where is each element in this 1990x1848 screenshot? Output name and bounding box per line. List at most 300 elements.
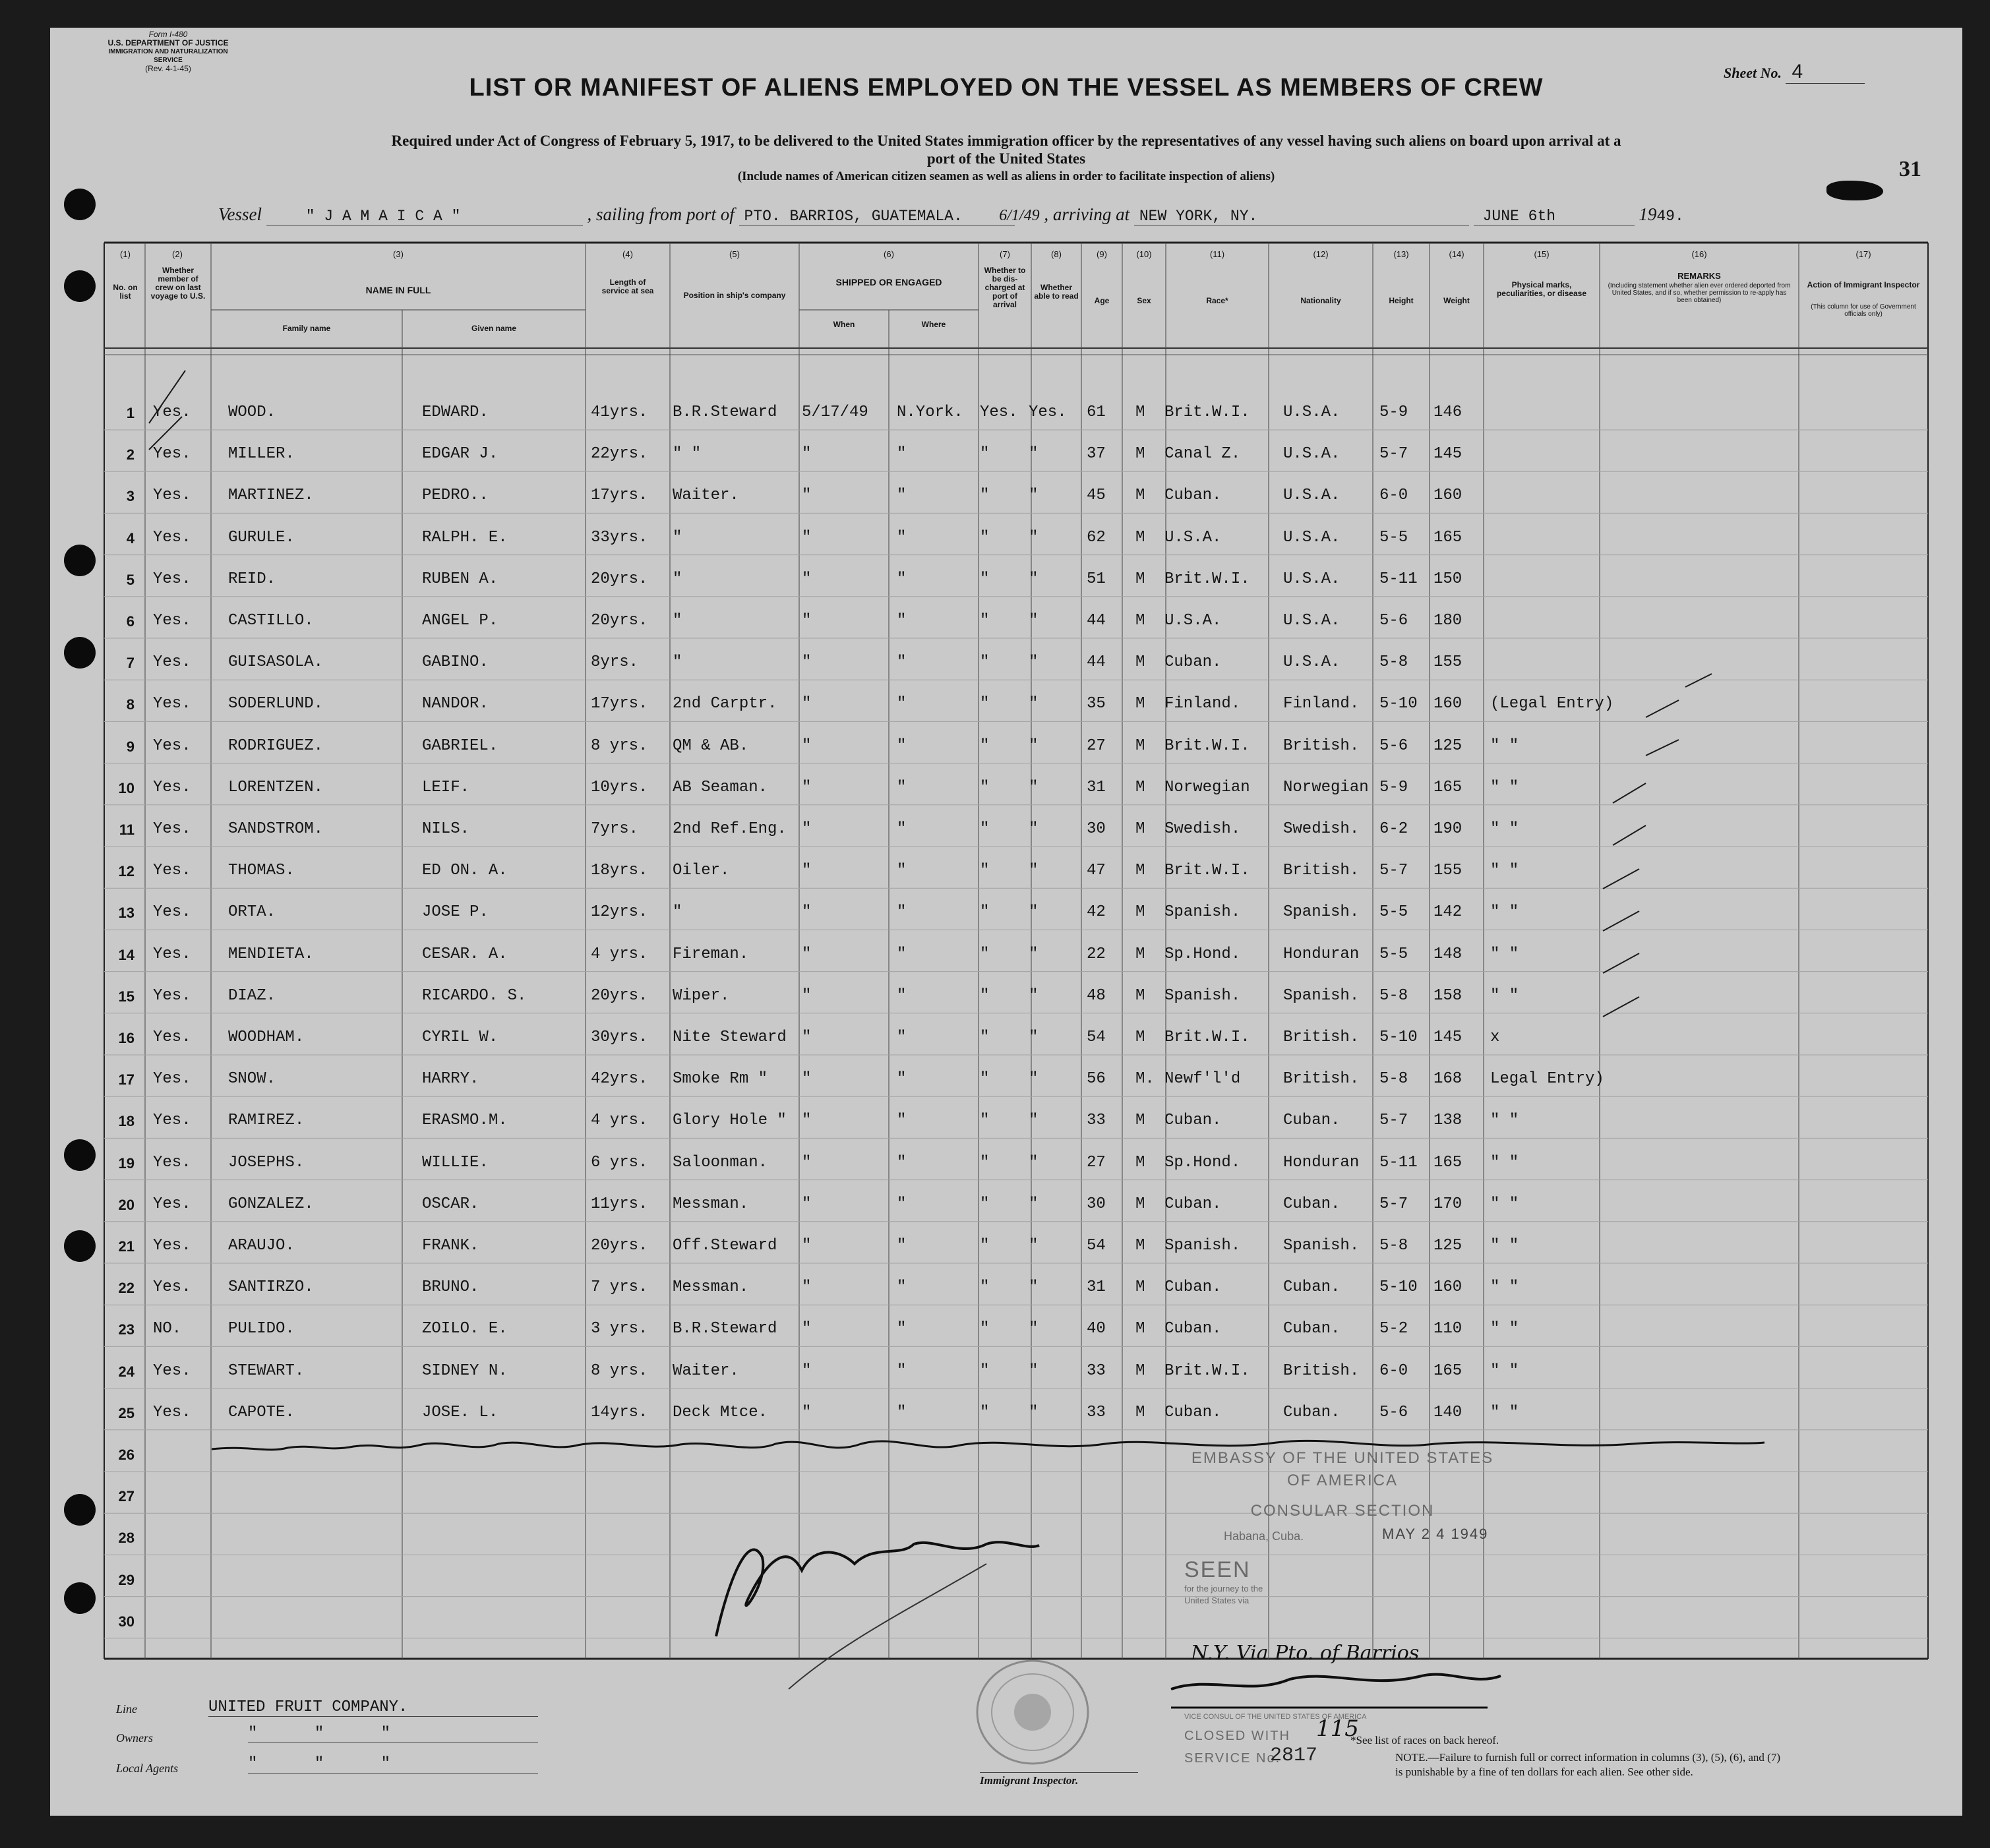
cell-prev: Yes. — [153, 1403, 191, 1421]
cell-family: DIAZ. — [228, 986, 276, 1005]
cell-position: " " — [673, 445, 702, 463]
agents-value: " " " — [248, 1755, 538, 1773]
cell-sex: M — [1135, 778, 1145, 796]
cell-where: " — [897, 1153, 907, 1172]
cell-age: 33 — [1087, 1403, 1106, 1421]
cell-when: " — [802, 1070, 812, 1088]
cell-given: RICARDO. S. — [422, 986, 527, 1005]
cell-age: 31 — [1087, 1278, 1106, 1297]
stamp-closed-with-label: CLOSED WITH — [1184, 1729, 1290, 1743]
cell-weight: 146 — [1433, 403, 1462, 421]
cell-weight: 110 — [1433, 1320, 1462, 1338]
cell-family: PULIDO. — [228, 1320, 295, 1338]
col11-num: (11) — [1209, 249, 1225, 259]
page-title: LIST OR MANIFEST OF ALIENS EMPLOYED ON THE VESSEL AS MEMBERS OF CREW — [469, 74, 1544, 102]
cell-prev: Yes. — [153, 653, 191, 672]
cell-given: JOSE. L. — [422, 1403, 498, 1421]
cell-marks: (Legal Entry) — [1490, 695, 1614, 713]
line-value: UNITED FRUIT COMPANY. — [208, 1698, 538, 1717]
cell-read: " — [1029, 1070, 1039, 1088]
cell-weight: 170 — [1433, 1195, 1462, 1213]
col9-num: (9) — [1097, 249, 1107, 259]
cell-read: " — [1029, 695, 1039, 713]
cell-height: 5-9 — [1379, 778, 1408, 796]
cell-disch: " — [980, 1278, 990, 1297]
cell-sex: M — [1135, 945, 1145, 963]
cell-where: " — [897, 1320, 907, 1338]
cell-where: " — [897, 445, 907, 463]
cell-position: Waiter. — [673, 1361, 739, 1380]
vessel-name: " J A M A I C A " — [266, 208, 583, 225]
cell-age: 44 — [1087, 612, 1106, 630]
empty-row-number: 27 — [118, 1488, 135, 1505]
cell-race: Swedish. — [1164, 820, 1241, 838]
cell-disch: " — [980, 1237, 990, 1255]
cell-read: " — [1029, 778, 1039, 796]
cell-sex: M — [1135, 1237, 1145, 1255]
requirement-line-2: port of the United States — [926, 150, 1086, 167]
cell-family: SODERLUND. — [228, 695, 324, 713]
cell-position: Off.Steward — [673, 1237, 777, 1255]
cell-prev: Yes. — [153, 986, 191, 1005]
cell-when: " — [802, 1278, 812, 1297]
cell-no: 10 — [118, 779, 135, 796]
cell-weight: 145 — [1433, 445, 1462, 463]
cell-age: 47 — [1087, 862, 1106, 880]
cell-race: Spanish. — [1164, 1237, 1241, 1255]
cell-race: U.S.A. — [1164, 528, 1222, 547]
cell-when: " — [802, 1237, 812, 1255]
cell-prev: Yes. — [153, 736, 191, 755]
cell-nat: Honduran — [1283, 1153, 1360, 1172]
cell-length: 33yrs. — [591, 528, 648, 547]
cell-given: RALPH. E. — [422, 528, 508, 547]
cell-nat: British. — [1283, 1028, 1360, 1046]
cell-age: 22 — [1087, 945, 1106, 963]
cell-position: " — [673, 528, 682, 547]
cell-family: GONZALEZ. — [228, 1195, 314, 1213]
col5-num: (5) — [729, 249, 740, 259]
immigrant-inspector-caption: Immigrant Inspector. — [980, 1772, 1138, 1787]
cell-prev: Yes. — [153, 487, 191, 505]
cell-race: Brit.W.I. — [1164, 862, 1250, 880]
cell-length: 17yrs. — [591, 695, 648, 713]
cell-sex: M — [1135, 570, 1145, 588]
cell-prev: Yes. — [153, 1361, 191, 1380]
cell-where: " — [897, 1237, 907, 1255]
cell-read: " — [1029, 653, 1039, 672]
cell-age: 48 — [1087, 986, 1106, 1005]
cell-nat: Spanish. — [1283, 903, 1360, 922]
cell-disch: " — [980, 1320, 990, 1338]
cell-age: 30 — [1087, 820, 1106, 838]
cell-position: " — [673, 612, 682, 630]
cell-no: 25 — [118, 1404, 135, 1421]
cell-weight: 165 — [1433, 1361, 1462, 1380]
form-department: U.S. DEPARTMENT OF JUSTICE — [107, 38, 229, 47]
check-marks — [149, 371, 1712, 1017]
cell-read: " — [1029, 1028, 1039, 1046]
cell-when: " — [802, 445, 812, 463]
cell-weight: 138 — [1433, 1112, 1462, 1130]
cell-when: " — [802, 528, 812, 547]
cell-sex: M — [1135, 445, 1145, 463]
cell-given: CYRIL W. — [422, 1028, 498, 1046]
cell-prev: Yes. — [153, 445, 191, 463]
cell-position: Deck Mtce. — [673, 1403, 768, 1421]
cell-age: 44 — [1087, 653, 1106, 672]
form-revision: (Rev. 4-1-45) — [145, 64, 191, 73]
cell-sex: M — [1135, 1153, 1145, 1172]
cell-marks: " " — [1490, 1195, 1519, 1213]
cell-no: 16 — [118, 1030, 135, 1046]
note-line-2: is punishable by a fine of ten dollars for each alien. See other side. — [1395, 1766, 1693, 1778]
col17-sub: (This column for use of Government officials only) — [1811, 303, 1916, 318]
handwriting-layer — [50, 28, 1962, 1816]
year-prefix: 19 — [1639, 204, 1657, 224]
cell-position: 2nd Ref.Eng. — [673, 820, 787, 838]
cell-nat: Finland. — [1283, 695, 1360, 713]
stamp-place: Habana, Cuba. — [1224, 1530, 1304, 1543]
cell-height: 5-8 — [1379, 1237, 1408, 1255]
cell-where: " — [897, 862, 907, 880]
cell-age: 30 — [1087, 1195, 1106, 1213]
cell-nat: Honduran — [1283, 945, 1360, 963]
cell-position: Fireman. — [673, 945, 749, 963]
cell-age: 27 — [1087, 1153, 1106, 1172]
cell-sex: M — [1135, 736, 1145, 755]
cell-when: " — [802, 903, 812, 922]
cell-disch: " — [980, 1153, 990, 1172]
cell-age: 37 — [1087, 445, 1106, 463]
cell-when: 5/17/49 — [802, 403, 868, 421]
stamp-seen: SEEN — [1184, 1557, 1251, 1582]
cell-nat: U.S.A. — [1283, 653, 1341, 672]
cell-weight: 160 — [1433, 1278, 1462, 1297]
cell-marks: " " — [1490, 986, 1519, 1005]
col12-label: Nationality — [1300, 296, 1341, 305]
cell-position: Nite Steward — [673, 1028, 787, 1046]
stamp-america: OF AMERICA — [1286, 1472, 1399, 1489]
cell-marks: " " — [1490, 736, 1519, 755]
cell-family: ORTA. — [228, 903, 276, 922]
cell-sex: M — [1135, 1403, 1145, 1421]
cell-height: 6-0 — [1379, 1361, 1408, 1380]
cell-position: Wiper. — [673, 986, 730, 1005]
stamp-embassy: EMBASSY OF THE UNITED STATES — [1191, 1449, 1494, 1467]
cell-disch: " — [980, 820, 990, 838]
cell-when: " — [802, 612, 812, 630]
cell-weight: 150 — [1433, 570, 1462, 588]
cell-prev: Yes. — [153, 695, 191, 713]
cell-when: " — [802, 945, 812, 963]
cell-no: 15 — [118, 988, 135, 1005]
cell-sex: M — [1135, 1361, 1145, 1380]
cell-family: GUISASOLA. — [228, 653, 324, 672]
cell-read: " — [1029, 528, 1039, 547]
col5-label: Position in ship's company — [683, 291, 786, 300]
cell-sex: M — [1135, 487, 1145, 505]
cell-height: 5-11 — [1379, 570, 1418, 588]
cell-where: " — [897, 1112, 907, 1130]
cell-disch: " — [980, 1403, 990, 1421]
cell-length: 4 yrs. — [591, 1112, 648, 1130]
cell-nat: U.S.A. — [1283, 403, 1341, 421]
cell-weight: 148 — [1433, 945, 1462, 963]
cell-given: HARRY. — [422, 1070, 479, 1088]
cell-no: 23 — [118, 1321, 135, 1338]
cell-where: " — [897, 1403, 907, 1421]
cell-disch: " — [980, 570, 990, 588]
col17-label: Action of Immigrant Inspector — [1807, 280, 1920, 289]
cell-height: 5-8 — [1379, 1070, 1408, 1088]
cell-family: WOODHAM. — [228, 1028, 305, 1046]
cell-disch: " — [980, 445, 990, 463]
cell-sex: M — [1135, 986, 1145, 1005]
col10-label: Sex — [1137, 296, 1151, 305]
cell-family: JOSEPHS. — [228, 1153, 305, 1172]
stamp-consul-caption: VICE CONSUL OF THE UNITED STATES OF AMERICA — [1184, 1713, 1367, 1721]
empty-row-number: 26 — [118, 1446, 135, 1463]
stamp-service-label: SERVICE No. — [1184, 1751, 1281, 1766]
cell-family: CASTILLO. — [228, 612, 314, 630]
col7-num: (7) — [1000, 249, 1010, 259]
cell-prev: Yes. — [153, 612, 191, 630]
cell-disch: " — [980, 778, 990, 796]
cell-when: " — [802, 487, 812, 505]
cell-read: " — [1029, 1195, 1039, 1213]
owners-label: Owners — [116, 1731, 154, 1744]
empty-row-number: 30 — [118, 1613, 135, 1630]
cell-sex: M — [1135, 903, 1145, 922]
cell-disch: " — [980, 695, 990, 713]
footer-owners — [116, 1725, 538, 1745]
col7-label: Whether to be dis-charged at port of arrival — [984, 266, 1026, 309]
cell-family: MARTINEZ. — [228, 487, 314, 505]
cell-nat: British. — [1283, 1070, 1360, 1088]
cell-nat: U.S.A. — [1283, 528, 1341, 547]
cell-disch: " — [980, 945, 990, 963]
cell-height: 5-10 — [1379, 695, 1418, 713]
cell-read: " — [1029, 1403, 1039, 1421]
col14-num: (14) — [1449, 249, 1464, 259]
col4-label: Length of service at sea — [601, 278, 654, 295]
cell-length: 11yrs. — [591, 1195, 648, 1213]
cell-weight: 160 — [1433, 487, 1462, 505]
cell-where: " — [897, 1028, 907, 1046]
col9-label: Age — [1094, 296, 1110, 305]
cell-where: " — [897, 1195, 907, 1213]
cell-disch: " — [980, 1112, 990, 1130]
cell-nat: Spanish. — [1283, 986, 1360, 1005]
from-port: PTO. BARRIOS, GUATEMALA. — [739, 208, 1015, 225]
cell-read: " — [1029, 862, 1039, 880]
form-service: IMMIGRATION AND NATURALIZATION SERVICE — [108, 48, 228, 64]
manifest-sheet — [50, 28, 1962, 1816]
cell-weight: 180 — [1433, 612, 1462, 630]
note-line-1: NOTE.—Failure to furnish full or correct information in columns (3), (5), (6), and (7) — [1395, 1751, 1780, 1764]
cell-race: Brit.W.I. — [1164, 403, 1250, 421]
col17-num: (17) — [1855, 249, 1871, 259]
cell-when: " — [802, 1403, 812, 1421]
cell-where: " — [897, 612, 907, 630]
cell-prev: Yes. — [153, 945, 191, 963]
col4-num: (4) — [622, 249, 633, 259]
cell-race: Sp.Hond. — [1164, 945, 1241, 963]
cell-sex: M — [1135, 403, 1145, 421]
cell-read: " — [1029, 1320, 1039, 1338]
cell-no: 8 — [126, 696, 135, 713]
col2-num: (2) — [172, 249, 183, 259]
cell-when: " — [802, 1320, 812, 1338]
cell-when: " — [802, 1361, 812, 1380]
cell-prev: Yes. — [153, 1028, 191, 1046]
cell-race: Cuban. — [1164, 1320, 1222, 1338]
cell-race: Cuban. — [1164, 1112, 1222, 1130]
cell-no: 22 — [118, 1280, 135, 1297]
cell-given: FRANK. — [422, 1237, 479, 1255]
cell-read: " — [1029, 570, 1039, 588]
cell-age: 33 — [1087, 1112, 1106, 1130]
cell-prev: Yes. — [153, 570, 191, 588]
cell-height: 5-6 — [1379, 612, 1408, 630]
col6-num: (6) — [884, 249, 894, 259]
cell-position: QM & AB. — [673, 736, 749, 755]
cell-where: " — [897, 1278, 907, 1297]
col13-num: (13) — [1393, 249, 1409, 259]
cell-given: ANGEL P. — [422, 612, 498, 630]
cell-height: 5-7 — [1379, 445, 1408, 463]
cell-disch: " — [980, 862, 990, 880]
cell-where: " — [897, 695, 907, 713]
cell-where: " — [897, 986, 907, 1005]
cell-family: STEWART. — [228, 1361, 305, 1380]
cell-length: 42yrs. — [591, 1070, 648, 1088]
cell-length: 41yrs. — [591, 403, 648, 421]
cell-prev: Yes. — [153, 1070, 191, 1088]
cell-position: Glory Hole " — [673, 1112, 787, 1130]
cell-height: 6-0 — [1379, 487, 1408, 505]
cell-position: Messman. — [673, 1195, 749, 1213]
cell-when: " — [802, 695, 812, 713]
footer-agents — [116, 1755, 538, 1775]
cell-height: 5-9 — [1379, 403, 1408, 421]
cell-length: 18yrs. — [591, 862, 648, 880]
cell-where: " — [897, 903, 907, 922]
inspector-signature — [716, 1542, 1039, 1636]
cell-given: ZOILO. E. — [422, 1320, 508, 1338]
cell-given: EDGAR J. — [422, 445, 498, 463]
cell-position: Messman. — [673, 1278, 749, 1297]
cell-sex: M — [1135, 528, 1145, 547]
cell-position: " — [673, 570, 682, 588]
cell-position: B.R.Steward — [673, 403, 777, 421]
cell-weight: 158 — [1433, 986, 1462, 1005]
cell-where: N.York. — [897, 403, 963, 421]
cell-age: 56 — [1087, 1070, 1106, 1088]
cell-read: " — [1029, 1237, 1039, 1255]
cell-where: " — [897, 820, 907, 838]
cell-family: SNOW. — [228, 1070, 276, 1088]
cell-prev: Yes. — [153, 778, 191, 796]
cell-weight: 145 — [1433, 1028, 1462, 1046]
cell-nat: Norwegian — [1283, 778, 1369, 796]
cell-marks: " " — [1490, 1153, 1519, 1172]
cell-no: 11 — [119, 821, 135, 838]
cell-race: Cuban. — [1164, 1403, 1222, 1421]
cell-when: " — [802, 1028, 812, 1046]
cell-weight: 190 — [1433, 820, 1462, 838]
stamp-seen-sub1: for the journey to the — [1184, 1584, 1263, 1594]
cell-when: " — [802, 653, 812, 672]
cell-length: 8 yrs. — [591, 736, 648, 755]
cell-weight: 125 — [1433, 1237, 1462, 1255]
col8-label: Whether able to read — [1034, 283, 1079, 301]
cell-no: 7 — [126, 655, 135, 672]
cell-height: 5-10 — [1379, 1028, 1418, 1046]
col15-label: Physical marks, peculiarities, or disease — [1496, 280, 1587, 298]
cell-given: JOSE P. — [422, 903, 489, 922]
cell-nat: Cuban. — [1283, 1112, 1341, 1130]
cell-age: 51 — [1087, 570, 1106, 588]
cell-marks: " " — [1490, 1237, 1519, 1255]
footer-line — [116, 1698, 538, 1716]
cell-prev: Yes. — [153, 1153, 191, 1172]
consul-handwriting: N.Y. Via Pto. of Barrios — [1191, 1642, 1420, 1665]
cell-nat: Cuban. — [1283, 1278, 1341, 1297]
cell-read: " — [1029, 487, 1039, 505]
sheet-number-value: 4 — [1786, 61, 1865, 84]
cell-disch: " — [980, 528, 990, 547]
cell-disch: " — [980, 736, 990, 755]
cell-marks: " " — [1490, 1112, 1519, 1130]
cell-position: Saloonman. — [673, 1153, 768, 1172]
cell-age: 42 — [1087, 903, 1106, 922]
cell-height: 5-6 — [1379, 736, 1408, 755]
cell-where: " — [897, 945, 907, 963]
cell-race: Cuban. — [1164, 1195, 1222, 1213]
cell-length: 10yrs. — [591, 778, 648, 796]
cell-sex: M — [1135, 820, 1145, 838]
cell-race: Canal Z. — [1164, 445, 1241, 463]
consular-stamp — [1171, 1449, 1540, 1605]
cell-when: " — [802, 1112, 812, 1130]
col8-num: (8) — [1051, 249, 1062, 259]
col16-label: REMARKS — [1677, 271, 1721, 281]
cell-nat: Swedish. — [1283, 820, 1360, 838]
col16-sub: (Including statement whether alien ever ordered deported from United States, and if so, whether permission to re-apply has been obtained) — [1608, 282, 1791, 304]
cell-weight: 168 — [1433, 1070, 1462, 1088]
cell-prev: NO. — [153, 1320, 182, 1338]
cell-race: Newf'l'd — [1164, 1070, 1241, 1088]
cell-race: Sp.Hond. — [1164, 1153, 1241, 1172]
cell-where: " — [897, 1070, 907, 1088]
cell-age: 31 — [1087, 778, 1106, 796]
cell-weight: 155 — [1433, 653, 1462, 672]
cell-height: 5-7 — [1379, 862, 1408, 880]
cell-height: 5-5 — [1379, 945, 1408, 963]
cell-sex: M — [1135, 1278, 1145, 1297]
cell-given: OSCAR. — [422, 1195, 479, 1213]
cell-family: THOMAS. — [228, 862, 295, 880]
arrival-date: JUNE 6th — [1474, 208, 1635, 225]
cell-prev: Yes. — [153, 820, 191, 838]
cell-position: Oiler. — [673, 862, 730, 880]
cell-race: Brit.W.I. — [1164, 1361, 1250, 1380]
cell-length: 7 yrs. — [591, 1278, 648, 1297]
cell-position: 2nd Carptr. — [673, 695, 777, 713]
cell-given: LEIF. — [422, 778, 470, 796]
